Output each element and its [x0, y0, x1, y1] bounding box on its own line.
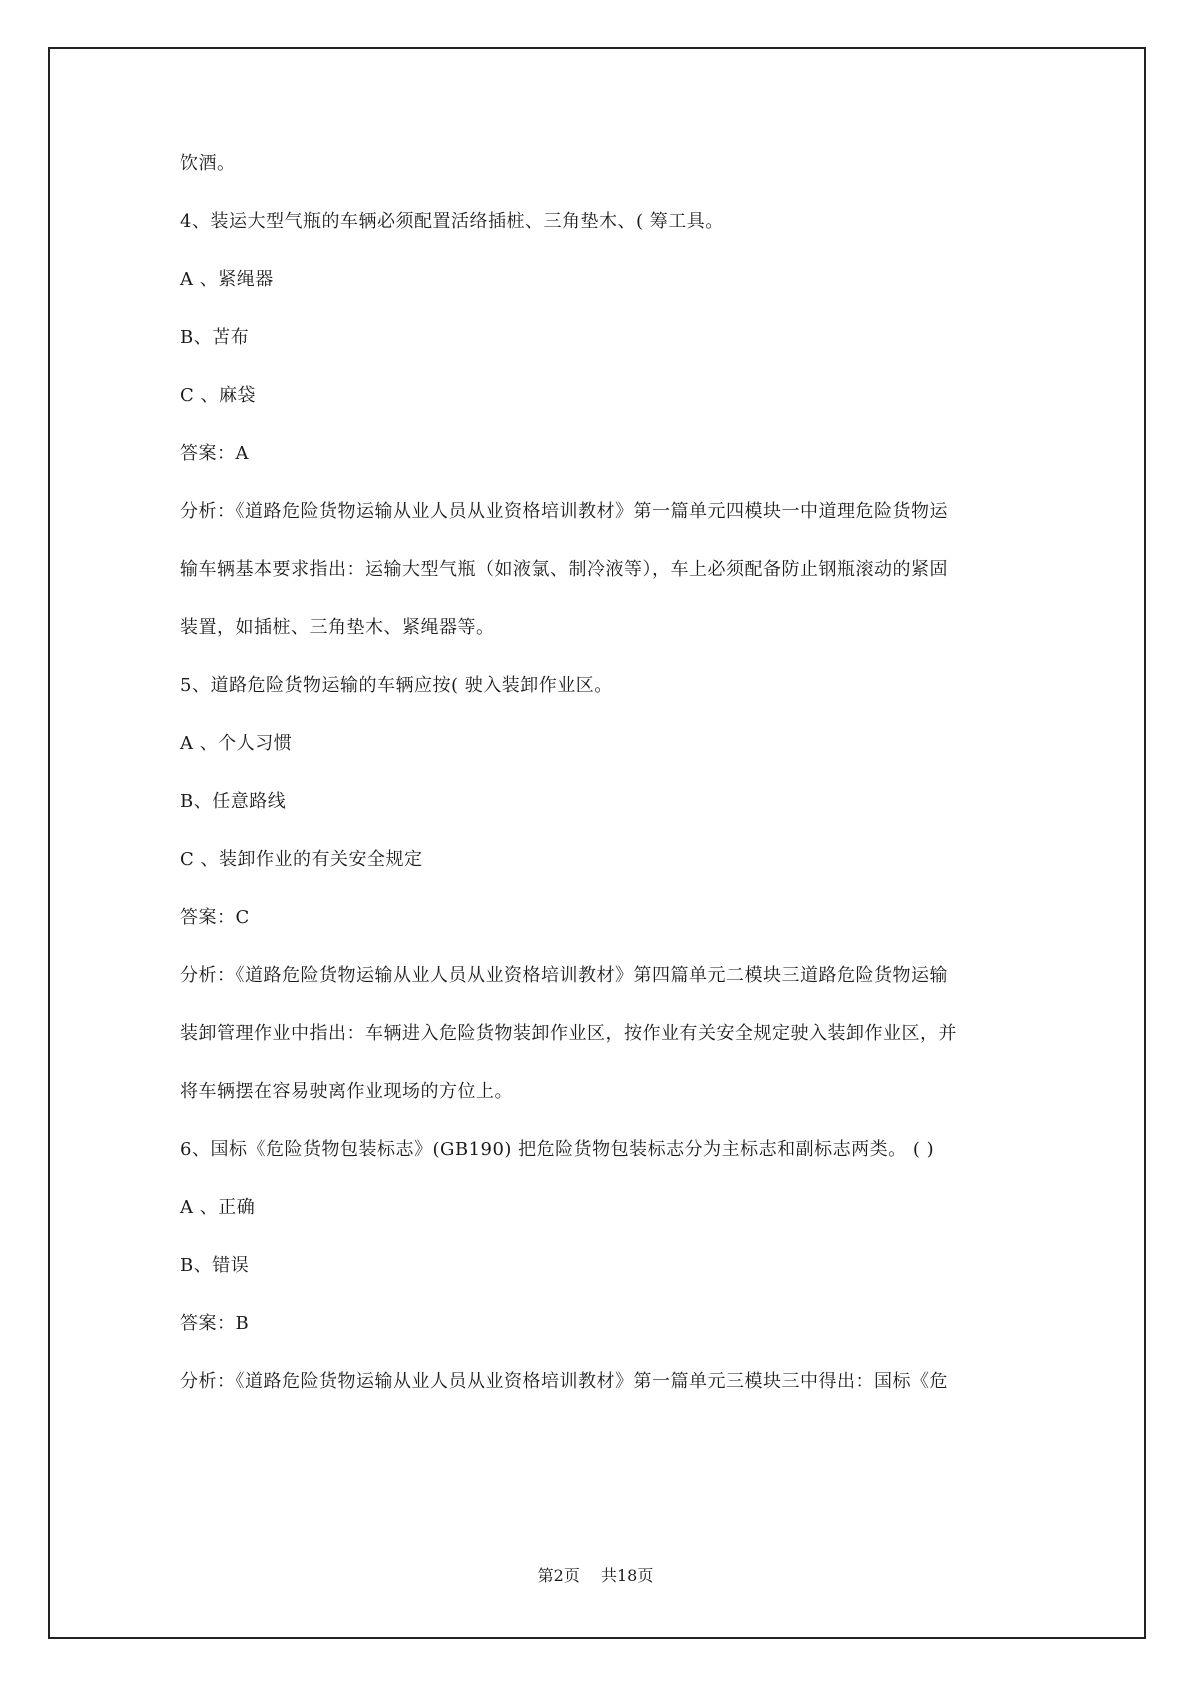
- page-total: 共18页: [600, 1566, 654, 1585]
- answer: 答案：B: [180, 1313, 250, 1334]
- analysis-line: 分析：《道路危险货物运输从业人员从业资格培训教材》第四篇单元二模块三道路危险货物运输: [180, 965, 948, 986]
- analysis-line: 分析：《道路危险货物运输从业人员从业资格培训教材》第一篇单元四模块一中道理危险货物运: [180, 501, 948, 522]
- option-a: A 、正确: [180, 1197, 256, 1218]
- text-line: 饮酒。: [180, 153, 236, 174]
- question-4: 4、装运大型气瓶的车辆必须配置活络插桩、三角垫木、( 筹工具。: [180, 211, 724, 232]
- option-b: B、任意路线: [180, 791, 287, 812]
- page-footer: [0, 1566, 1191, 1586]
- analysis-line: 装置，如插桩、三角垫木、紧绳器等。: [180, 617, 495, 638]
- option-b: B、错误: [180, 1255, 250, 1276]
- question-6: 6、国标《危险货物包装标志》(GB190) 把危险货物包装标志分为主标志和副标志两类。 ( ): [180, 1139, 935, 1160]
- option-c: C 、装卸作业的有关安全规定: [180, 849, 423, 870]
- analysis-line: 输车辆基本要求指出：运输大型气瓶（如液氯、制冷液等），车上必须配备防止钢瓶滚动的紧固: [180, 559, 948, 580]
- analysis-line: 装卸管理作业中指出：车辆进入危险货物装卸作业区，按作业有关安全规定驶入装卸作业区，并: [180, 1023, 957, 1044]
- question-5: 5、道路危险货物运输的车辆应按( 驶入装卸作业区。: [180, 675, 613, 696]
- option-a: A 、紧绳器: [180, 269, 274, 290]
- answer: 答案：A: [180, 443, 249, 464]
- analysis-line: 将车辆摆在容易驶离作业现场的方位上。: [180, 1081, 513, 1102]
- option-b: B、苫布: [180, 327, 250, 348]
- page-number: 第2页: [537, 1566, 580, 1585]
- answer: 答案：C: [180, 907, 250, 928]
- option-a: A 、个人习惯: [180, 733, 293, 754]
- analysis-line: 分析：《道路危险货物运输从业人员从业资格培训教材》第一篇单元三模块三中得出：国标《危: [180, 1371, 948, 1392]
- option-c: C 、麻袋: [180, 385, 256, 406]
